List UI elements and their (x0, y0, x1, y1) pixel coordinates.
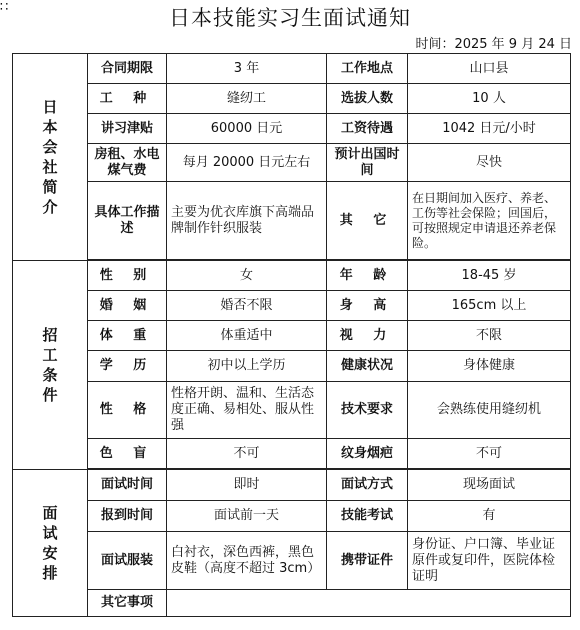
health-label: 健康状况 (327, 351, 408, 382)
notice-table (12, 53, 571, 617)
height-label: 身 高 (327, 291, 408, 321)
desc-label: 具体工作描述 (88, 182, 167, 260)
personality-label: 性 格 (88, 382, 167, 439)
section-interview-header: 面试安排 (13, 470, 88, 617)
height-value: 165cm 以上 (408, 291, 571, 321)
rent-label: 房租、水电煤气费 (88, 144, 167, 182)
interview-method-value: 现场面试 (408, 470, 571, 501)
table-row (13, 84, 571, 114)
table-row (13, 382, 571, 439)
skill-value: 会熟练使用缝纫机 (408, 382, 571, 439)
interview-time-value: 即时 (167, 470, 327, 501)
document-title: 日本技能实习生面试通知 (169, 6, 411, 30)
report-value: 面试前一天 (167, 501, 327, 532)
table-row (13, 182, 571, 260)
contract-value: 3 年 (167, 54, 327, 84)
colorblind-value: 不可 (167, 439, 327, 469)
desc-value: 主要为优衣库旗下高端品牌制作针织服装 (167, 182, 327, 260)
wage-value: 1042 日元/小时 (408, 114, 571, 144)
report-label: 报到时间 (88, 501, 167, 532)
skill-label: 技术要求 (327, 382, 408, 439)
wage-label: 工资待遇 (327, 114, 408, 144)
tattoo-label: 纹身烟疤 (327, 439, 408, 469)
education-label: 学 历 (88, 351, 167, 382)
table-row (13, 532, 571, 590)
table-row (13, 54, 571, 84)
notice-date: 时间：2025 年 9 月 24 日 (415, 37, 572, 52)
weight-value: 体重适中 (167, 321, 327, 351)
exam-value: 有 (408, 501, 571, 532)
age-value: 18-45 岁 (408, 261, 571, 291)
table-row (13, 144, 571, 182)
gender-value: 女 (167, 261, 327, 291)
vision-label: 视 力 (327, 321, 408, 351)
table-row (13, 590, 571, 617)
docs-value: 身份证、户口簿、毕业证原件或复印件，医院体检证明 (408, 532, 571, 590)
table-row (13, 439, 571, 469)
departure-label: 预计出国时间 (327, 144, 408, 182)
section-company-header: 日本会社简介 (13, 54, 88, 261)
location-label: 工作地点 (327, 54, 408, 84)
count-label: 选拔人数 (327, 84, 408, 114)
interview-time-label: 面试时间 (88, 470, 167, 501)
education-value: 初中以上学历 (167, 351, 327, 382)
misc-value (167, 590, 571, 617)
contract-label: 合同期限 (88, 54, 167, 84)
other-value: 在日期间加入医疗、养老、工伤等社会保险；回国后，可按照规定申请退还养老保险。 (408, 182, 571, 260)
weight-label: 体 重 (88, 321, 167, 351)
marriage-value: 婚否不限 (167, 291, 327, 321)
interview-method-label: 面试方式 (327, 470, 408, 501)
colorblind-label: 色 盲 (88, 439, 167, 469)
job-value: 缝纫工 (167, 84, 327, 114)
rent-value: 每月 20000 日元左右 (167, 144, 327, 182)
table-row (13, 321, 571, 351)
allowance-value: 60000 日元 (167, 114, 327, 144)
marriage-label: 婚 姻 (88, 291, 167, 321)
job-label: 工 种 (88, 84, 167, 114)
other-label: 其 它 (327, 182, 408, 260)
dress-label: 面试服装 (88, 532, 167, 590)
departure-value: 尽快 (408, 144, 571, 182)
table-row (13, 501, 571, 532)
exam-label: 技能考试 (327, 501, 408, 532)
location-value: 山口县 (408, 54, 571, 84)
allowance-label: 讲习津贴 (88, 114, 167, 144)
health-value: 身体健康 (408, 351, 571, 382)
age-label: 年 龄 (327, 261, 408, 291)
table-row (13, 291, 571, 321)
personality-value: 性格开朗、温和、生活态度正确、易相处、服从性强 (167, 382, 327, 439)
vision-value: 不限 (408, 321, 571, 351)
gender-label: 性 别 (88, 261, 167, 291)
table-row (13, 114, 571, 144)
table-row (13, 470, 571, 501)
table-row (13, 261, 571, 291)
section-conditions-header: 招工条件 (13, 261, 88, 470)
docs-label: 携带证件 (327, 532, 408, 590)
tattoo-value: 不可 (408, 439, 571, 469)
count-value: 10 人 (408, 84, 571, 114)
table-row (13, 351, 571, 382)
corner-mark: ∷ (0, 0, 9, 15)
misc-label: 其它事项 (88, 590, 167, 617)
dress-value: 白衬衣，深色西裤，黑色皮鞋（高度不超过 3cm） (167, 532, 327, 590)
